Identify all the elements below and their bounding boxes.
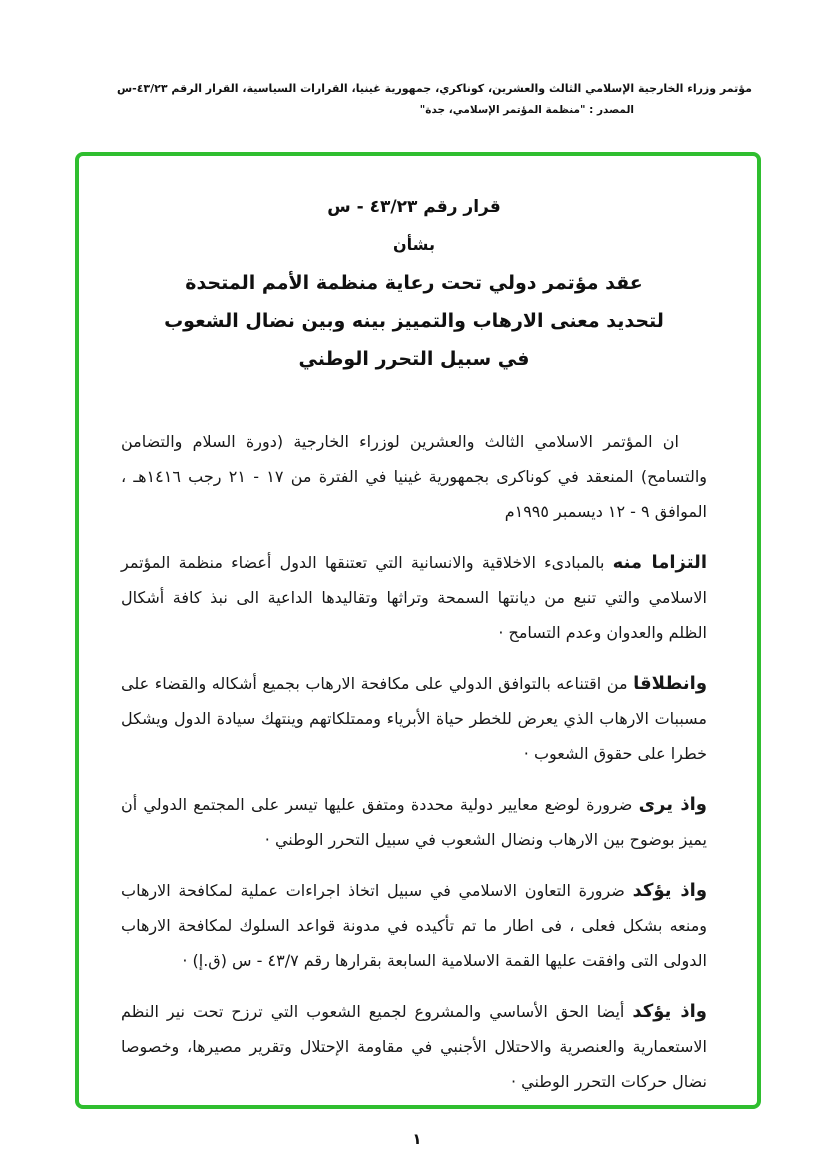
paragraph-text: ان المؤتمر الاسلامي الثالث والعشرين لوزراء الخارجية (دورة السلام والتضامن والتسامح) المنعقد في كوناكرى بجمهورية غينيا في الفترة من ١٧ - ٢١ رجب ١٤١٦هـ ، الموافق ٩ - ١٢ ديسمبر ١٩٩٥م [121, 432, 708, 521]
regarding-label: بشأن [393, 235, 435, 254]
page-number: ١ [412, 1130, 422, 1148]
paragraph-text: بالمبادىء الاخلاقية والانسانية التي تعتنقها الدول أعضاء منظمة المؤتمر الاسلامي والتي تنبع من ديانتها السمحة وتراثها وتقاليدها الداعية الى نبذ كافة أشكال الظلم والعدوان وعدم التسامح · [121, 553, 707, 642]
highlight-box [75, 152, 761, 1109]
paragraph-commitment [121, 545, 707, 650]
paragraph-lead: واذ يرى [638, 794, 707, 815]
paragraph-text: من اقتناعه بالتوافق الدولي على مكافحة الارهاب بجميع أشكاله والقضاء على مسببات الارهاب الذي يعرض للخطر حياة الأبرياء وممتلكاتهم وينتهك سيادة الدول ويشكل خطرا على حقوق الشعوب · [121, 674, 707, 763]
scan-header [78, 82, 752, 116]
title-line-2: لتحديد معنى الارهاب والتمييز بينه وبين نضال الشعوب [164, 310, 664, 332]
header-source-line: المصدر : "منظمة المؤتمر الإسلامي، جدة" [419, 104, 634, 116]
title-line-3: في سبيل التحرر الوطني [298, 348, 530, 370]
resolution-title-block [121, 188, 707, 378]
paragraph-preamble [121, 424, 707, 529]
paragraph-lead: التزاما منه [612, 552, 707, 573]
paragraph-lead: واذ يؤكد [632, 1001, 707, 1022]
paragraph-text: ضرورة لوضع معايير دولية محددة ومتفق عليها تيسر على المجتمع الدولي أن يميز بوضوح بين الارهاب ونضال الشعوب في سبيل التحرر الوطني · [121, 795, 707, 849]
paragraph-considering [121, 787, 707, 857]
paragraph-conviction [121, 666, 707, 771]
paragraph-affirming-1 [121, 873, 707, 978]
paragraph-lead: وانطلاقا [633, 673, 708, 694]
resolution-number: قرار رقم ٤٣/٢٣ - س [327, 197, 501, 217]
paragraph-text: ضرورة التعاون الاسلامي في سبيل اتخاذ اجراءات عملية لمكافحة الارهاب ومنعه بشكل فعلى ، فى اطار ما تم تأكيده في مدونة قواعد السلوك لمكافحة الارهاب الدولى التى وافقت عليها القمة الاسلامية السابعة بقرارها رقم ٤٣/٧ - س (ق.إ) · [121, 881, 707, 970]
header-citation-line: مؤتمر وزراء الخارجية الإسلامي الثالث والعشرين، كوناكري، جمهورية غينيا، القرارات السياسية، القرار الرقم ٤٣/٢٣-س [116, 82, 752, 95]
resolution-body [121, 424, 707, 1099]
paragraph-text: أيضا الحق الأساسي والمشروع لجميع الشعوب التي ترزح تحت نير النظم الاستعمارية والعنصرية والاحتلال الأجنبي في مقاومة الإحتلال وتقرير مصيرها، وخصوصا نضال حركات التحرر الوطني · [121, 1002, 707, 1091]
paragraph-affirming-2 [121, 994, 707, 1099]
paragraph-lead: واذ يؤكد [632, 880, 708, 901]
title-line-1: عقد مؤتمر دولي تحت رعاية منظمة الأمم المتحدة [185, 272, 643, 294]
